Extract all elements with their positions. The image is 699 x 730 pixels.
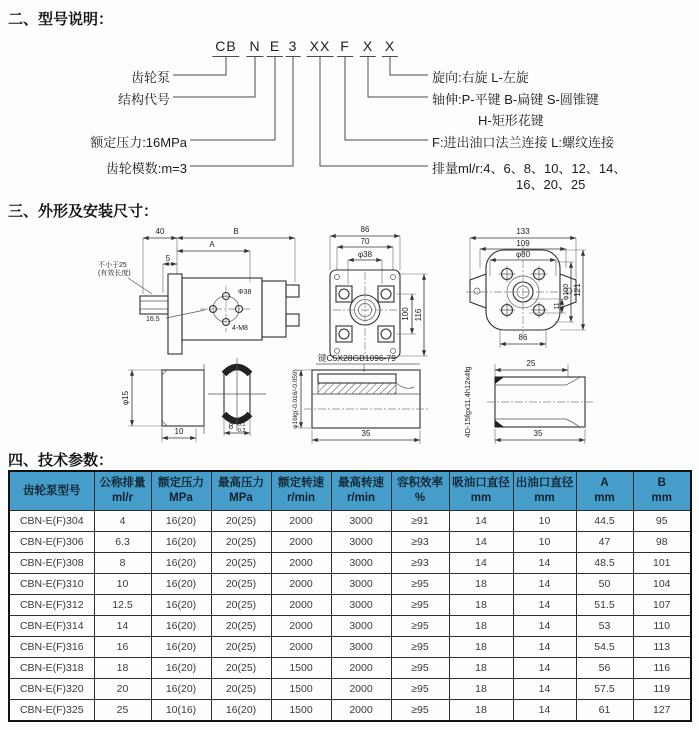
cell-value: 12.5 [94, 595, 151, 616]
dim-8-tol-upper: -0.1 [236, 422, 246, 428]
label-structure: 结构代号 [117, 92, 170, 107]
cell-value: 3000 [331, 595, 391, 616]
cell-value: 2000 [331, 679, 391, 700]
drawing-spline-shaft [463, 359, 593, 444]
cell-value: 14 [513, 574, 576, 595]
cell-value: 16(20) [151, 532, 211, 553]
cell-value: 14 [513, 637, 576, 658]
dim-8-tol-lower: -0.2 [236, 428, 246, 434]
cell-value: 20(25) [211, 553, 271, 574]
drawing-front-view [330, 225, 428, 358]
col-header: 最高转速 r/min [331, 471, 391, 511]
cell-value: 16(20) [151, 574, 211, 595]
code-seg-3: 3 [286, 38, 301, 57]
table-row [9, 637, 691, 658]
col-header: A mm [576, 471, 633, 511]
dim-116: 116 [414, 308, 423, 322]
key-spec-label: 键C5X28GB1096-79 [318, 353, 396, 363]
cell-value: 107 [633, 595, 691, 616]
cell-value: 20(25) [211, 637, 271, 658]
cell-value: 14 [513, 658, 576, 679]
cell-value: 20(25) [211, 616, 271, 637]
cell-model: CBN-E(F)306 [9, 532, 94, 553]
cell-value: 1500 [271, 658, 331, 679]
cell-value: 1500 [271, 679, 331, 700]
cell-value: 110 [633, 616, 691, 637]
label-pressure: 额定压力:16MPa [90, 135, 187, 150]
cell-value: 18 [449, 595, 513, 616]
cell-value: 20(25) [211, 574, 271, 595]
cell-value: ≥91 [391, 511, 449, 532]
cell-value: 2000 [271, 511, 331, 532]
cell-value: 16(20) [151, 553, 211, 574]
cell-value: 104 [633, 574, 691, 595]
dim-11: 11 [554, 302, 561, 310]
spline-spec-label: 4D-15fgx11.4h12x4fg [463, 366, 472, 438]
cell-value: 53 [576, 616, 633, 637]
table-row [9, 658, 691, 679]
cell-value: 20(25) [211, 511, 271, 532]
cell-value: 119 [633, 679, 691, 700]
cell-value: 127 [633, 700, 691, 722]
cell-value: 2000 [271, 637, 331, 658]
params-table [8, 470, 692, 722]
col-header: 最高压力 MPa [211, 471, 271, 511]
label-rotation: 旋向:右旋 L-左旋 [432, 70, 529, 85]
table-row [9, 616, 691, 637]
cell-value: 14 [513, 553, 576, 574]
dim-35-spline: 35 [533, 429, 543, 438]
cell-value: 1500 [271, 700, 331, 722]
cell-value: 18 [449, 679, 513, 700]
dim-B: B [233, 227, 239, 236]
cell-value: 47 [576, 532, 633, 553]
label-gear-pump: 齿轮泵 [130, 70, 170, 85]
cell-model: CBN-E(F)325 [9, 700, 94, 722]
dim-109: 109 [516, 239, 530, 248]
cell-value: ≥95 [391, 595, 449, 616]
dim-16-5: 16.5 [146, 316, 160, 323]
table-row [9, 574, 691, 595]
cell-value: 44.5 [576, 511, 633, 532]
cell-model: CBN-E(F)308 [9, 553, 94, 574]
cell-value: 16(20) [151, 658, 211, 679]
cell-value: ≥93 [391, 532, 449, 553]
cell-model: CBN-E(F)312 [9, 595, 94, 616]
col-header: 出油口直径 mm [513, 471, 576, 511]
cell-value: 3000 [331, 616, 391, 637]
section-model-title: 二、型号说明： [8, 11, 114, 28]
cell-value: 18 [449, 700, 513, 722]
dim-phi100: φ100 [563, 283, 570, 301]
cell-model: CBN-E(F)320 [9, 679, 94, 700]
cell-value: 2000 [331, 658, 391, 679]
cell-model: CBN-E(F)318 [9, 658, 94, 679]
cell-value: 6.3 [94, 532, 151, 553]
cell-value: 10 [513, 532, 576, 553]
cell-model: CBN-E(F)304 [9, 511, 94, 532]
cell-value: 95 [633, 511, 691, 532]
cell-value: 18 [449, 616, 513, 637]
cell-value: 18 [449, 574, 513, 595]
code-seg-cb: CB [212, 38, 239, 57]
cell-value: 16 [94, 637, 151, 658]
code-seg-f: F [337, 38, 353, 57]
dim-phi80: φ80 [515, 250, 531, 259]
drawing-shaft-section [208, 358, 266, 436]
cell-value: 56 [576, 658, 633, 679]
cell-value: ≥95 [391, 679, 449, 700]
cell-value: 14 [513, 595, 576, 616]
label-displacement: 排量ml/r:4、6、8、10、12、14、 [432, 161, 627, 176]
note-effective-length: (有效长度) [98, 270, 131, 277]
col-header: 额定压力 MPa [151, 471, 211, 511]
cell-value: 113 [633, 637, 691, 658]
cell-value: 14 [449, 553, 513, 574]
code-seg-n: N [246, 38, 263, 57]
cell-value: 98 [633, 532, 691, 553]
cell-model: CBN-E(F)314 [9, 616, 94, 637]
cell-value: ≥93 [391, 553, 449, 574]
cell-value: 2000 [271, 553, 331, 574]
col-header: 容积效率 % [391, 471, 449, 511]
cell-value: 16(20) [151, 616, 211, 637]
label-shaft-ext-2: H-矩形花键 [478, 113, 544, 128]
table-row [9, 700, 691, 722]
cell-value: 18 [449, 637, 513, 658]
cell-value: 4 [94, 511, 151, 532]
dim-35-key: 35 [361, 429, 371, 438]
code-seg-x1: X [360, 38, 376, 57]
cell-value: 16(20) [211, 700, 271, 722]
dim-40: 40 [155, 227, 165, 236]
note-min25: 不小于25 [98, 262, 127, 269]
code-seg-e: E [267, 38, 283, 57]
cell-value: 57.5 [576, 679, 633, 700]
cell-value: ≥95 [391, 616, 449, 637]
dim-10: 10 [174, 427, 184, 436]
cell-value: 14 [94, 616, 151, 637]
cell-value: 3000 [331, 532, 391, 553]
cell-value: 101 [633, 553, 691, 574]
section-dims-title: 三、外形及安装尺寸： [8, 203, 159, 220]
cell-value: 20(25) [211, 532, 271, 553]
label-shaft-ext: 轴伸:P-平键 B-扁键 S-圆锥键 [432, 92, 599, 107]
cell-value: 3000 [331, 574, 391, 595]
label-port-type: F:进出油口法兰连接 L:螺纹连接 [432, 135, 615, 150]
table-header-row [9, 471, 691, 511]
cell-value: ≥95 [391, 574, 449, 595]
drawing-key-shaft [292, 353, 428, 444]
col-header: B mm [633, 471, 691, 511]
cell-value: 14 [513, 616, 576, 637]
cell-value: ≥95 [391, 700, 449, 722]
cell-value: 2000 [271, 595, 331, 616]
code-seg-x2: X [382, 38, 398, 57]
table-row [9, 511, 691, 532]
cell-value: 20 [94, 679, 151, 700]
dim-phi38-side: Φ38 [238, 289, 252, 296]
cell-value: 18 [94, 658, 151, 679]
code-seg-xx: XX [307, 38, 334, 57]
label-module: 齿轮模数:m=3 [105, 161, 187, 176]
cell-value: 8 [94, 553, 151, 574]
cell-value: 20(25) [211, 595, 271, 616]
cell-value: 20(25) [211, 679, 271, 700]
dim-phi38-front: φ38 [357, 250, 373, 259]
cell-value: 2000 [271, 532, 331, 553]
cell-value: 25 [94, 700, 151, 722]
cell-value: 2000 [271, 574, 331, 595]
cell-value: 18 [449, 658, 513, 679]
cell-value: 116 [633, 658, 691, 679]
dim-70: 70 [360, 237, 370, 246]
table-row [9, 532, 691, 553]
cell-model: CBN-E(F)316 [9, 637, 94, 658]
dim-121: 121 [573, 283, 582, 297]
cell-value: 2000 [331, 700, 391, 722]
col-header: 吸油口直径 mm [449, 471, 513, 511]
dim-25: 25 [526, 359, 536, 368]
cell-value: 54.5 [576, 637, 633, 658]
drawing-shaft-end [121, 364, 204, 442]
table-row [9, 595, 691, 616]
dim-133: 133 [516, 227, 530, 236]
dimension-drawings [0, 222, 699, 448]
label-displacement-2: 16、20、25 [516, 177, 586, 192]
section-params-title: 四、技术参数： [8, 452, 114, 469]
cell-value: 10 [513, 511, 576, 532]
cell-value: 48.5 [576, 553, 633, 574]
dim-8: 8 [228, 422, 234, 431]
dim-phi16-tol: φ16lg(-0.016/-0.059) [292, 369, 299, 429]
cell-value: ≥95 [391, 658, 449, 679]
col-header: 齿轮泵型号 [9, 471, 94, 511]
dim-5: 5 [165, 254, 171, 263]
table-row [9, 553, 691, 574]
dim-phi15: φ15 [121, 390, 130, 406]
dim-86-flange: 86 [518, 333, 528, 342]
cell-value: 20(25) [211, 658, 271, 679]
dim-86-front: 86 [360, 225, 370, 234]
cell-value: 16(20) [151, 511, 211, 532]
cell-value: 14 [449, 511, 513, 532]
cell-value: 3000 [331, 637, 391, 658]
cell-value: 2000 [271, 616, 331, 637]
table-row [9, 679, 691, 700]
drawing-side-view [98, 227, 299, 354]
cell-value: 3000 [331, 511, 391, 532]
cell-value: 50 [576, 574, 633, 595]
cell-value: 10 [94, 574, 151, 595]
cell-value: ≥95 [391, 637, 449, 658]
cell-value: 61 [576, 700, 633, 722]
col-header: 公称排量 ml/r [94, 471, 151, 511]
dim-100: 100 [401, 307, 410, 321]
cell-value: 51.5 [576, 595, 633, 616]
cell-value: 14 [449, 532, 513, 553]
dim-A: A [209, 240, 215, 249]
cell-value: 16(20) [151, 679, 211, 700]
cell-value: 10(16) [151, 700, 211, 722]
cell-value: 14 [513, 679, 576, 700]
cell-value: 14 [513, 700, 576, 722]
cell-model: CBN-E(F)310 [9, 574, 94, 595]
dim-4m8: 4-M8 [232, 325, 248, 332]
cell-value: 16(20) [151, 637, 211, 658]
cell-value: 3000 [331, 553, 391, 574]
drawing-flange-view [466, 227, 586, 348]
cell-value: 16(20) [151, 595, 211, 616]
col-header: 额定转速 r/min [271, 471, 331, 511]
